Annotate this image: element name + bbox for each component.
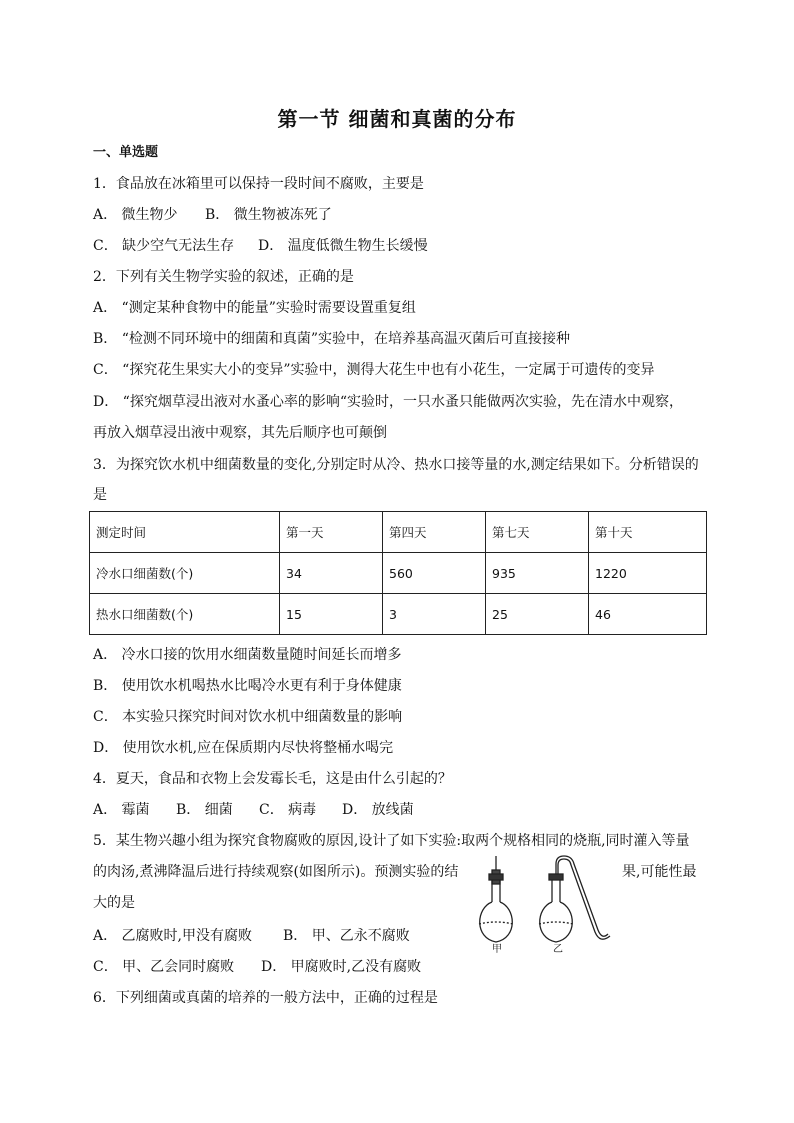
table-header-cell: 第一天: [280, 512, 383, 553]
question-5-options-row-1: [93, 926, 410, 946]
table-header-cell: 第七天: [486, 512, 589, 553]
question-1-option-d: D． 温度低微生物生长缓慢: [258, 238, 428, 254]
question-5-option-d: D． 甲腐败时,乙没有腐败: [261, 959, 422, 975]
table-cell: 46: [589, 594, 707, 635]
flask-yi: [539, 856, 610, 942]
question-1-option-a: A． 微生物少: [93, 207, 178, 223]
question-2-option-a: A． “测定某种食物中的能量”实验时需要设置重复组: [93, 300, 416, 316]
figure-label-jia: 甲: [492, 944, 502, 955]
question-5-stem-line-1: 5．某生物兴趣小组为探究食物腐败的原因,设计了如下实验:取两个规格相同的烧瓶,同时灌入等量: [93, 833, 690, 849]
question-5-option-c: C． 甲、乙会同时腐败: [93, 959, 235, 975]
table-header-cell: 测定时间: [90, 512, 280, 553]
table-row: [90, 553, 707, 594]
table-cell: 热水口细菌数(个): [90, 594, 280, 635]
section-heading: 一、单选题: [93, 145, 159, 160]
question-5-option-a: A． 乙腐败时,甲没有腐败: [93, 928, 253, 944]
figure-label-yi: 乙: [553, 944, 563, 955]
table-cell: 34: [280, 553, 383, 594]
table-cell: 1220: [589, 553, 707, 594]
question-2-stem: 2．下列有关生物学实验的叙述，正确的是: [93, 269, 354, 285]
table-row: [90, 594, 707, 635]
question-6-stem: 6．下列细菌或真菌的培养的一般方法中，正确的过程是: [93, 990, 438, 1006]
question-5-options-row-2: [93, 957, 421, 977]
table-cell: 560: [383, 553, 486, 594]
question-1-option-c: C． 缺少空气无法生存: [93, 238, 235, 254]
question-1-option-b: B． 微生物被冻死了: [205, 207, 332, 223]
question-3-option-c: C． 本实验只探究时间对饮水机中细菌数量的影响: [93, 709, 403, 725]
question-2-option-b: B． “检测不同环境中的细菌和真菌”实验中，在培养基高温灭菌后可直接接种: [93, 331, 571, 347]
table-cell: 15: [280, 594, 383, 635]
table-cell: 935: [486, 553, 589, 594]
table-header-cell: 第四天: [383, 512, 486, 553]
question-5-stem-line-2b: 果,可能性最: [622, 864, 697, 880]
table-header-cell: 第十天: [589, 512, 707, 553]
flask-jia: [479, 856, 513, 942]
question-3-stem-line-2: 是: [93, 487, 107, 503]
question-5-stem-line-2a: 的肉汤,煮沸降温后进行持续观察(如图所示)。预测实验的结: [93, 864, 459, 880]
question-4-option-d: D． 放线菌: [342, 802, 414, 818]
question-2-option-d-line-2: 再放入烟草浸出液中观察，其先后顺序也可颠倒: [93, 425, 387, 441]
question-3-option-a: A． 冷水口接的饮用水细菌数量随时间延长而增多: [93, 647, 402, 663]
table-header-row: [90, 512, 707, 553]
table-cell: 3: [383, 594, 486, 635]
question-2-option-c: C． “探究花生果实大小的变异”实验中，测得大花生中也有小花生，一定属于可遗传的变异: [93, 362, 655, 378]
question-4-option-a: A． 霉菌: [93, 802, 150, 818]
question-5-option-b: B． 甲、乙永不腐败: [283, 928, 410, 944]
question-4-stem: 4．夏天，食品和衣物上会发霉长毛，这是由什么引起的？: [93, 771, 452, 787]
question-1-options-row-1: [93, 205, 332, 225]
question-1-stem: 1．食品放在冰箱里可以保持一段时间不腐败，主要是: [93, 176, 424, 192]
question-4-option-b: B． 细菌: [176, 802, 233, 818]
question-3-option-b: B． 使用饮水机喝热水比喝冷水更有利于身体健康: [93, 678, 402, 694]
question-3-stem-line-1: 3．为探究饮水机中细菌数量的变化,分别定时从冷、热水口接等量的水,测定结果如下。分析错误的: [93, 457, 699, 473]
question-4-option-c: C． 病毒: [259, 802, 317, 818]
question-3-option-d: D． 使用饮水机,应在保质期内尽快将整桶水喝完: [93, 740, 394, 756]
question-4-options-row: [93, 800, 414, 820]
table-cell: 25: [486, 594, 589, 635]
bacteria-count-table: [89, 511, 707, 635]
table-cell: 冷水口细菌数(个): [90, 553, 280, 594]
question-5-stem-line-3: 大的是: [93, 895, 135, 911]
page-title: 第一节 细菌和真菌的分布: [277, 107, 517, 131]
question-2-option-d-line-1: D． “探究烟草浸出液对水蚤心率的影响“实验时，一只水蚤只能做两次实验，先在清水中观察，: [93, 394, 683, 410]
question-1-options-row-2: [93, 236, 428, 256]
